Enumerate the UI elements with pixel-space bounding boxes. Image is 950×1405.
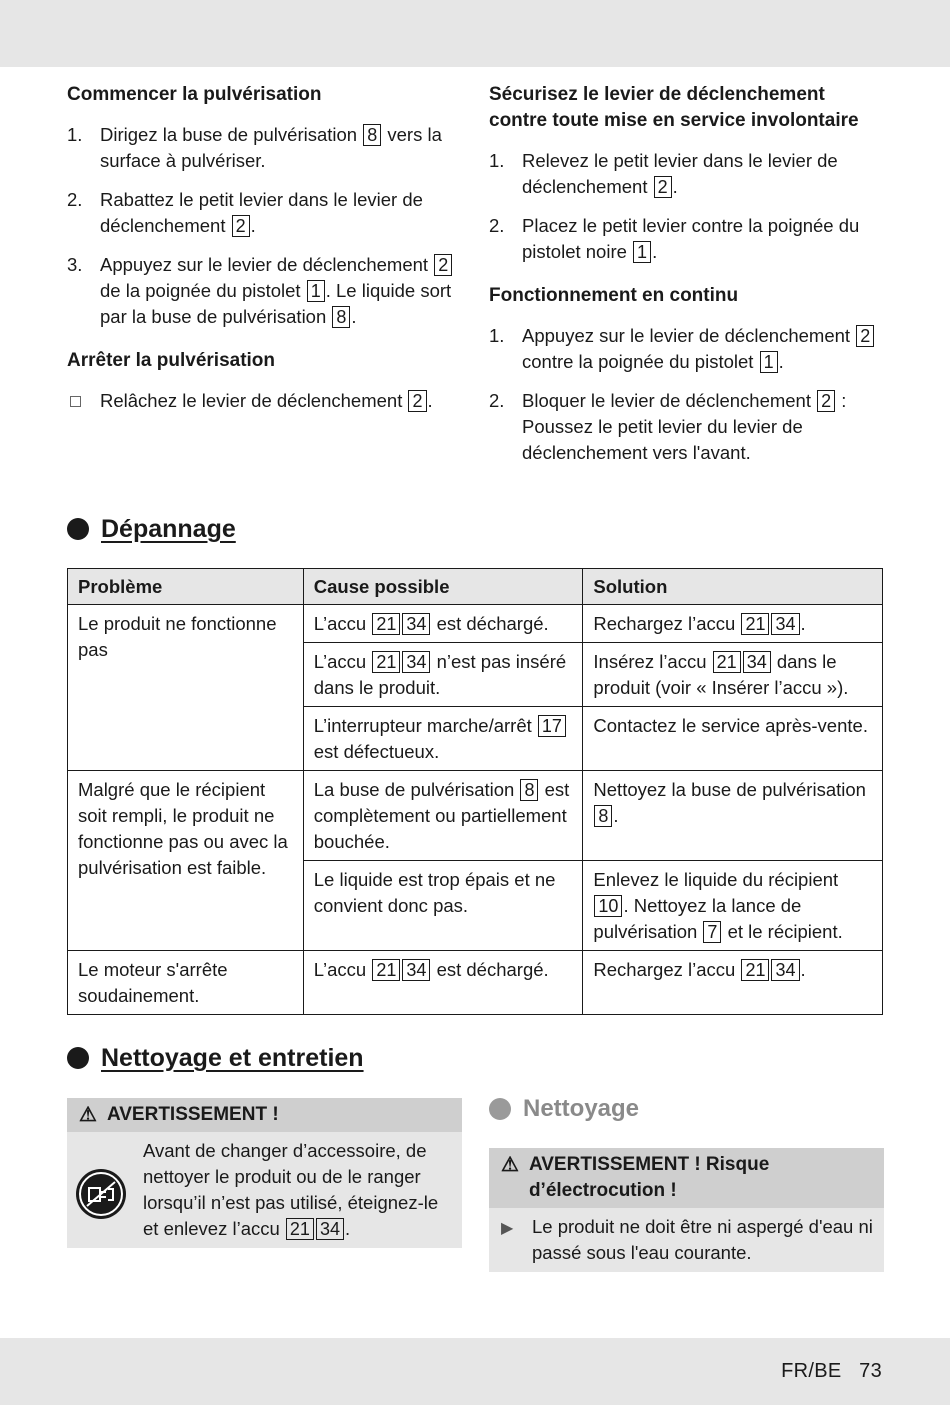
checkbox-bullet-icon bbox=[70, 396, 81, 407]
continuous-operation-title: Fonctionnement en continu bbox=[489, 285, 739, 306]
part-ref: 34 bbox=[771, 613, 799, 635]
warning-body: Avant de changer d’accessoire, de nettoyer le produit ou de le ranger lorsqu’il n’est pas utilisé, éteignez-le et enlevez l’accu 21 34 . bbox=[67, 1132, 462, 1248]
unplug-battery-icon bbox=[75, 1168, 127, 1220]
part-ref: 8 bbox=[520, 779, 538, 801]
part-ref: 1 bbox=[307, 280, 325, 302]
part-ref: 8 bbox=[594, 805, 612, 827]
solution-cell: Contactez le service après-vente. bbox=[583, 707, 883, 771]
part-ref: 34 bbox=[743, 651, 771, 673]
problem-cell: Le produit ne fonctionne pas bbox=[68, 605, 304, 771]
column-header: Cause possible bbox=[303, 569, 583, 605]
column-header: Solution bbox=[583, 569, 883, 605]
warning-triangle-icon: ⚠ bbox=[79, 1104, 97, 1126]
page-footer bbox=[781, 1358, 882, 1384]
part-ref: 1 bbox=[633, 241, 651, 263]
secure-trigger-title: Sécurisez le levier de déclenchement contre toute mise en service involontaire bbox=[489, 84, 859, 131]
continuous-steps bbox=[489, 323, 884, 466]
list-item: 2. Rabattez le petit levier dans le levier de déclenchement 2 . bbox=[67, 189, 423, 236]
warning-header: ⚠ AVERTISSEMENT ! Risque d’électrocution ! bbox=[489, 1148, 884, 1208]
part-ref: 17 bbox=[538, 715, 566, 737]
warning-box-accessory bbox=[67, 1098, 462, 1248]
language-code: FR/BE bbox=[781, 1360, 842, 1382]
arrow-right-icon: ▶ bbox=[501, 1220, 514, 1237]
troubleshooting-table bbox=[67, 568, 883, 1015]
right-column bbox=[489, 82, 884, 479]
cause-cell: L’accu 21 34 est déchargé. bbox=[303, 605, 583, 643]
list-item: 1. Dirigez la buse de pulvérisation 8 vers la surface à pulvériser. bbox=[67, 124, 442, 171]
part-ref: 2 bbox=[654, 176, 672, 198]
part-ref: 34 bbox=[316, 1218, 344, 1240]
part-ref: 2 bbox=[434, 254, 452, 276]
list-item: 2. Bloquer le levier de déclenchement 2 : Poussez le petit levier du levier de déclenchement vers l'avant. bbox=[489, 390, 847, 463]
part-ref: 34 bbox=[402, 651, 430, 673]
part-ref: 34 bbox=[402, 959, 430, 981]
part-ref: 34 bbox=[402, 613, 430, 635]
part-ref: 2 bbox=[232, 215, 250, 237]
cause-cell: La buse de pulvérisation 8 est complètement ou partiellement bouchée. bbox=[303, 771, 583, 861]
part-ref: 8 bbox=[363, 124, 381, 146]
part-ref: 10 bbox=[594, 895, 622, 917]
list-item: 2. Placez le petit levier contre la poignée du pistolet noire 1 . bbox=[489, 215, 860, 262]
part-ref: 8 bbox=[332, 306, 350, 328]
part-ref: 1 bbox=[760, 351, 778, 373]
left-column bbox=[67, 82, 462, 427]
page-number: 73 bbox=[859, 1360, 882, 1382]
warning-box-electrocution bbox=[489, 1148, 884, 1272]
bullet-dot-icon bbox=[67, 1047, 89, 1069]
cause-cell: Le liquide est trop épais et ne convient donc pas. bbox=[303, 861, 583, 951]
part-ref: 21 bbox=[372, 651, 400, 673]
cause-cell: L’accu 21 34 n’est pas inséré dans le produit. bbox=[303, 643, 583, 707]
troubleshooting-heading: Dépannage bbox=[67, 516, 236, 542]
header-band bbox=[0, 0, 950, 67]
bullet-dot-icon bbox=[489, 1098, 511, 1120]
cleaning-subheading: Nettoyage bbox=[489, 1096, 639, 1122]
list-item: 1. Appuyez sur le levier de déclenchement 2 contre la poignée du pistolet 1 . bbox=[489, 323, 884, 375]
list-item: 3. Appuyez sur le levier de déclenchement 2 de la poignée du pistolet 1 . Le liquide sort par la buse de pulvérisation 8 . bbox=[67, 254, 452, 327]
warning-triangle-icon: ⚠ bbox=[501, 1154, 519, 1176]
list-item: 1. Relevez le petit levier dans le levier de déclenchement 2 . bbox=[489, 150, 838, 197]
start-steps bbox=[67, 122, 462, 330]
column-header: Problème bbox=[68, 569, 304, 605]
solution-cell: Enlevez le liquide du récipient 10 . Nettoyez la lance de pulvérisation 7 et le récipient. bbox=[583, 861, 883, 951]
table-header-row bbox=[68, 569, 883, 605]
part-ref: 21 bbox=[372, 959, 400, 981]
table-row bbox=[68, 771, 883, 861]
part-ref: 2 bbox=[408, 390, 426, 412]
solution-cell: Rechargez l’accu 21 34 . bbox=[583, 605, 883, 643]
problem-cell: Le moteur s'arrête soudainement. bbox=[68, 951, 304, 1015]
cause-cell: L’accu 21 34 est déchargé. bbox=[303, 951, 583, 1015]
part-ref: 2 bbox=[856, 325, 874, 347]
part-ref: 21 bbox=[741, 613, 769, 635]
warning-body: ▶ Le produit ne doit être ni aspergé d'eau ni passé sous l'eau courante. bbox=[501, 1216, 873, 1263]
cause-cell: L’interrupteur marche/arrêt 17 est défectueux. bbox=[303, 707, 583, 771]
solution-cell: Rechargez l’accu 21 34 . bbox=[583, 951, 883, 1015]
solution-cell: Insérez l’accu 21 34 dans le produit (voir « Insérer l’accu »). bbox=[583, 643, 883, 707]
warning-header: ⚠ AVERTISSEMENT ! bbox=[67, 1098, 462, 1132]
part-ref: 34 bbox=[771, 959, 799, 981]
cleaning-maintenance-heading: Nettoyage et entretien bbox=[67, 1045, 364, 1071]
part-ref: 7 bbox=[703, 921, 721, 943]
secure-steps bbox=[489, 148, 884, 265]
solution-cell: Nettoyez la buse de pulvérisation 8 . bbox=[583, 771, 883, 861]
start-spraying-title: Commencer la pulvérisation bbox=[67, 84, 322, 105]
problem-cell: Malgré que le récipient soit rempli, le produit ne fonctionne pas ou avec la pulvérisation est faible. bbox=[68, 771, 304, 951]
part-ref: 21 bbox=[372, 613, 400, 635]
table-row bbox=[68, 605, 883, 643]
part-ref: 21 bbox=[741, 959, 769, 981]
stop-instruction: Relâchez le levier de déclenchement 2 . bbox=[67, 388, 462, 414]
part-ref: 2 bbox=[817, 390, 835, 412]
stop-spraying-title: Arrêter la pulvérisation bbox=[67, 350, 276, 371]
part-ref: 21 bbox=[286, 1218, 314, 1240]
table-row bbox=[68, 951, 883, 1015]
part-ref: 21 bbox=[713, 651, 741, 673]
bullet-dot-icon bbox=[67, 518, 89, 540]
